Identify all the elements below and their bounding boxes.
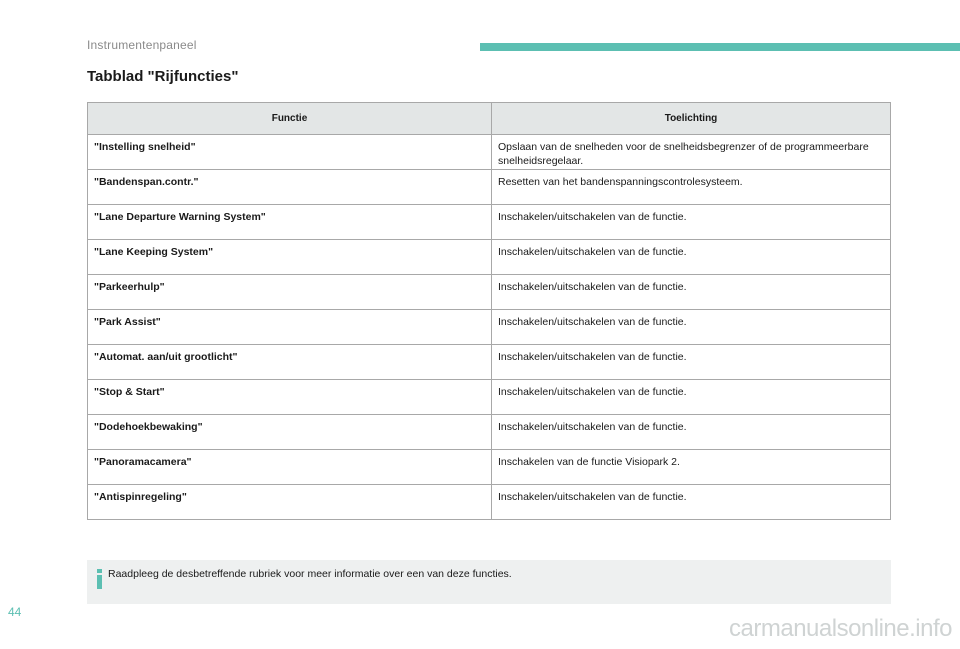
function-cell: "Automat. aan/uit grootlicht" — [88, 345, 492, 380]
table-header-row — [88, 103, 891, 135]
info-note-text: Raadpleeg de desbetreffende rubriek voor meer informatie over een van deze functies. — [108, 568, 512, 580]
description-cell: Inschakelen/uitschakelen van de functie. — [492, 415, 891, 450]
table-row — [88, 415, 891, 450]
table-row — [88, 240, 891, 275]
table-row — [88, 170, 891, 205]
description-cell: Resetten van het bandenspanningscontrolesysteem. — [492, 170, 891, 205]
table-row — [88, 345, 891, 380]
function-cell: "Parkeerhulp" — [88, 275, 492, 310]
function-cell: "Dodehoekbewaking" — [88, 415, 492, 450]
function-cell: "Panoramacamera" — [88, 450, 492, 485]
functions-table — [87, 102, 891, 520]
section-label: Instrumentenpaneel — [87, 38, 197, 52]
header-accent-bar — [480, 43, 960, 51]
column-header-function: Functie — [88, 103, 492, 135]
table-row — [88, 485, 891, 520]
description-cell: Inschakelen van de functie Visiopark 2. — [492, 450, 891, 485]
description-cell: Opslaan van de snelheden voor de snelheidsbegrenzer of de programmeerbare snelheidsregelaar. — [492, 135, 891, 170]
watermark: carmanualsonline.info — [729, 615, 952, 642]
column-header-description: Toelichting — [492, 103, 891, 135]
table-row — [88, 310, 891, 345]
table-row — [88, 275, 891, 310]
function-cell: "Lane Keeping System" — [88, 240, 492, 275]
function-cell: "Stop & Start" — [88, 380, 492, 415]
info-note — [87, 560, 891, 604]
function-cell: "Lane Departure Warning System" — [88, 205, 492, 240]
description-cell: Inschakelen/uitschakelen van de functie. — [492, 345, 891, 380]
description-cell: Inschakelen/uitschakelen van de functie. — [492, 380, 891, 415]
page-number: 44 — [8, 605, 22, 619]
table-row — [88, 135, 891, 170]
info-icon — [95, 569, 104, 589]
function-cell: "Instelling snelheid" — [88, 135, 492, 170]
description-cell: Inschakelen/uitschakelen van de functie. — [492, 485, 891, 520]
description-cell: Inschakelen/uitschakelen van de functie. — [492, 310, 891, 345]
function-cell: "Park Assist" — [88, 310, 492, 345]
table-row — [88, 380, 891, 415]
table-row — [88, 205, 891, 240]
table-row — [88, 450, 891, 485]
description-cell: Inschakelen/uitschakelen van de functie. — [492, 275, 891, 310]
description-cell: Inschakelen/uitschakelen van de functie. — [492, 240, 891, 275]
function-cell: "Antispinregeling" — [88, 485, 492, 520]
page-title: Tabblad "Rijfuncties" — [87, 68, 239, 85]
function-cell: "Bandenspan.contr." — [88, 170, 492, 205]
description-cell: Inschakelen/uitschakelen van de functie. — [492, 205, 891, 240]
